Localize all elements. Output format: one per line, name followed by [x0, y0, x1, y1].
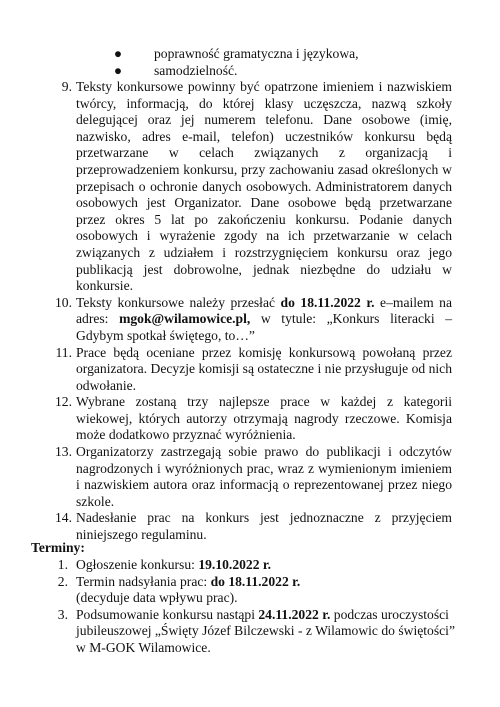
rule-number: 13.	[55, 444, 72, 460]
rule-text: Teksty konkursowe należy przesłać	[76, 294, 281, 310]
rule-item-10	[48, 295, 452, 345]
deadline-date: do 18.11.2022 r.	[280, 294, 375, 310]
rule-item-11	[48, 345, 452, 395]
rule-item-9	[48, 79, 452, 295]
term-label: Termin nadsyłania prac:	[76, 573, 211, 589]
term-number: 3.	[57, 606, 68, 622]
rule-text: Wybrane zostaną trzy najlepsze prace w każdej z kategorii wiekowej, których autorzy otrzymają nagrody rzeczowe. Komisja może dodatkowo przyznać wyróżnienia.	[76, 394, 452, 443]
list-item	[112, 46, 452, 63]
rule-number: 9.	[61, 79, 72, 94]
term-number: 2.	[57, 573, 68, 589]
term-date: 19.10.2022 r.	[198, 557, 272, 572]
term-item-1	[48, 557, 468, 574]
bullet-icon: ●	[113, 46, 123, 61]
rule-number: 11.	[55, 344, 72, 360]
rule-number: 10.	[55, 294, 72, 310]
term-text: podczas uroczystości jubileuszowej „Święty Józef Bilczewski - z Wilamowic do świętości” w M-GOK Wilamowice.	[76, 606, 455, 655]
list-item	[112, 63, 452, 80]
bullet-icon: ●	[113, 62, 123, 78]
term-number: 1.	[57, 557, 68, 572]
rule-number: 14.	[55, 510, 72, 526]
term-label: Ogłoszenie konkursu:	[76, 557, 199, 572]
term-note: (decyduje data wpływu prac).	[76, 590, 238, 606]
term-date: do 18.11.2022 r.	[210, 573, 301, 589]
term-label: Podsumowanie konkursu nastąpi	[76, 606, 259, 622]
terms-list	[48, 557, 468, 657]
rule-item-14	[48, 510, 452, 543]
bullet-text: poprawność gramatyczna i językowa,	[154, 46, 359, 61]
rules-list	[48, 79, 452, 544]
term-date: 24.11.2022 r.	[258, 606, 331, 622]
bullet-text: samodzielność.	[154, 62, 238, 78]
rule-text: Teksty konkursowe powinny być opatrzone imieniem i nazwiskiem twórcy, informacją, do której klasy uczęszcza, nazwą szkoły delegującej oraz jej numerem telefonu. Dane osobowe (imię, nazwisko, adres e-mail, telefon) uczestników konkursu będą przetwarzane w celach związanych z organizacją i przeprowadzeniem konkursu, przy zachowaniu zasad określonych w przepisach o ochronie danych osobowych. Administratorem danych osobowych jest Organizator. Dane osobowe będą przetwarzane przez okres 5 lat po zakończeniu konkursu. Podanie danych osobowych i wyrażenie zgody na ich przetwarzanie w celach związanych z udziałem i rozstrzygnięciem konkursu oraz jego publikacją jest dobrowolne, jednak niezbędne do udziału w konkursie.	[76, 79, 452, 294]
term-item-3	[48, 607, 468, 657]
rule-text: w tytule: „Konkurs literacki – Gdybym spotkał świętego, to…”	[76, 311, 452, 343]
rule-text: e–mailem na adres:	[76, 294, 452, 327]
rule-item-12	[48, 394, 452, 444]
rule-item-13	[48, 444, 452, 510]
rule-number: 12.	[55, 394, 72, 410]
rule-text: Nadesłanie prac na konkurs jest jednoznaczne z przyjęciem niniejszego regulaminu.	[76, 510, 452, 543]
rule-text: Prace będą oceniane przez komisję konkursową powołaną przez organizatora. Decyzje komisji są ostateczne i nie przysługuje od nich odwołanie.	[76, 344, 452, 393]
term-item-2	[48, 574, 468, 607]
criteria-bullet-list	[112, 46, 452, 79]
contact-email: mgok@wilamowice.pl,	[119, 311, 251, 327]
rule-text: Organizatorzy zastrzegają sobie prawo do publikacji i odczytów nagrodzonych i wyróżnionych prac, wraz z wymienionym imieniem i nazwiskiem autora oraz informacją o reprezentowanej przez niego szkole.	[76, 444, 452, 509]
terms-heading: Terminy:	[31, 540, 85, 555]
